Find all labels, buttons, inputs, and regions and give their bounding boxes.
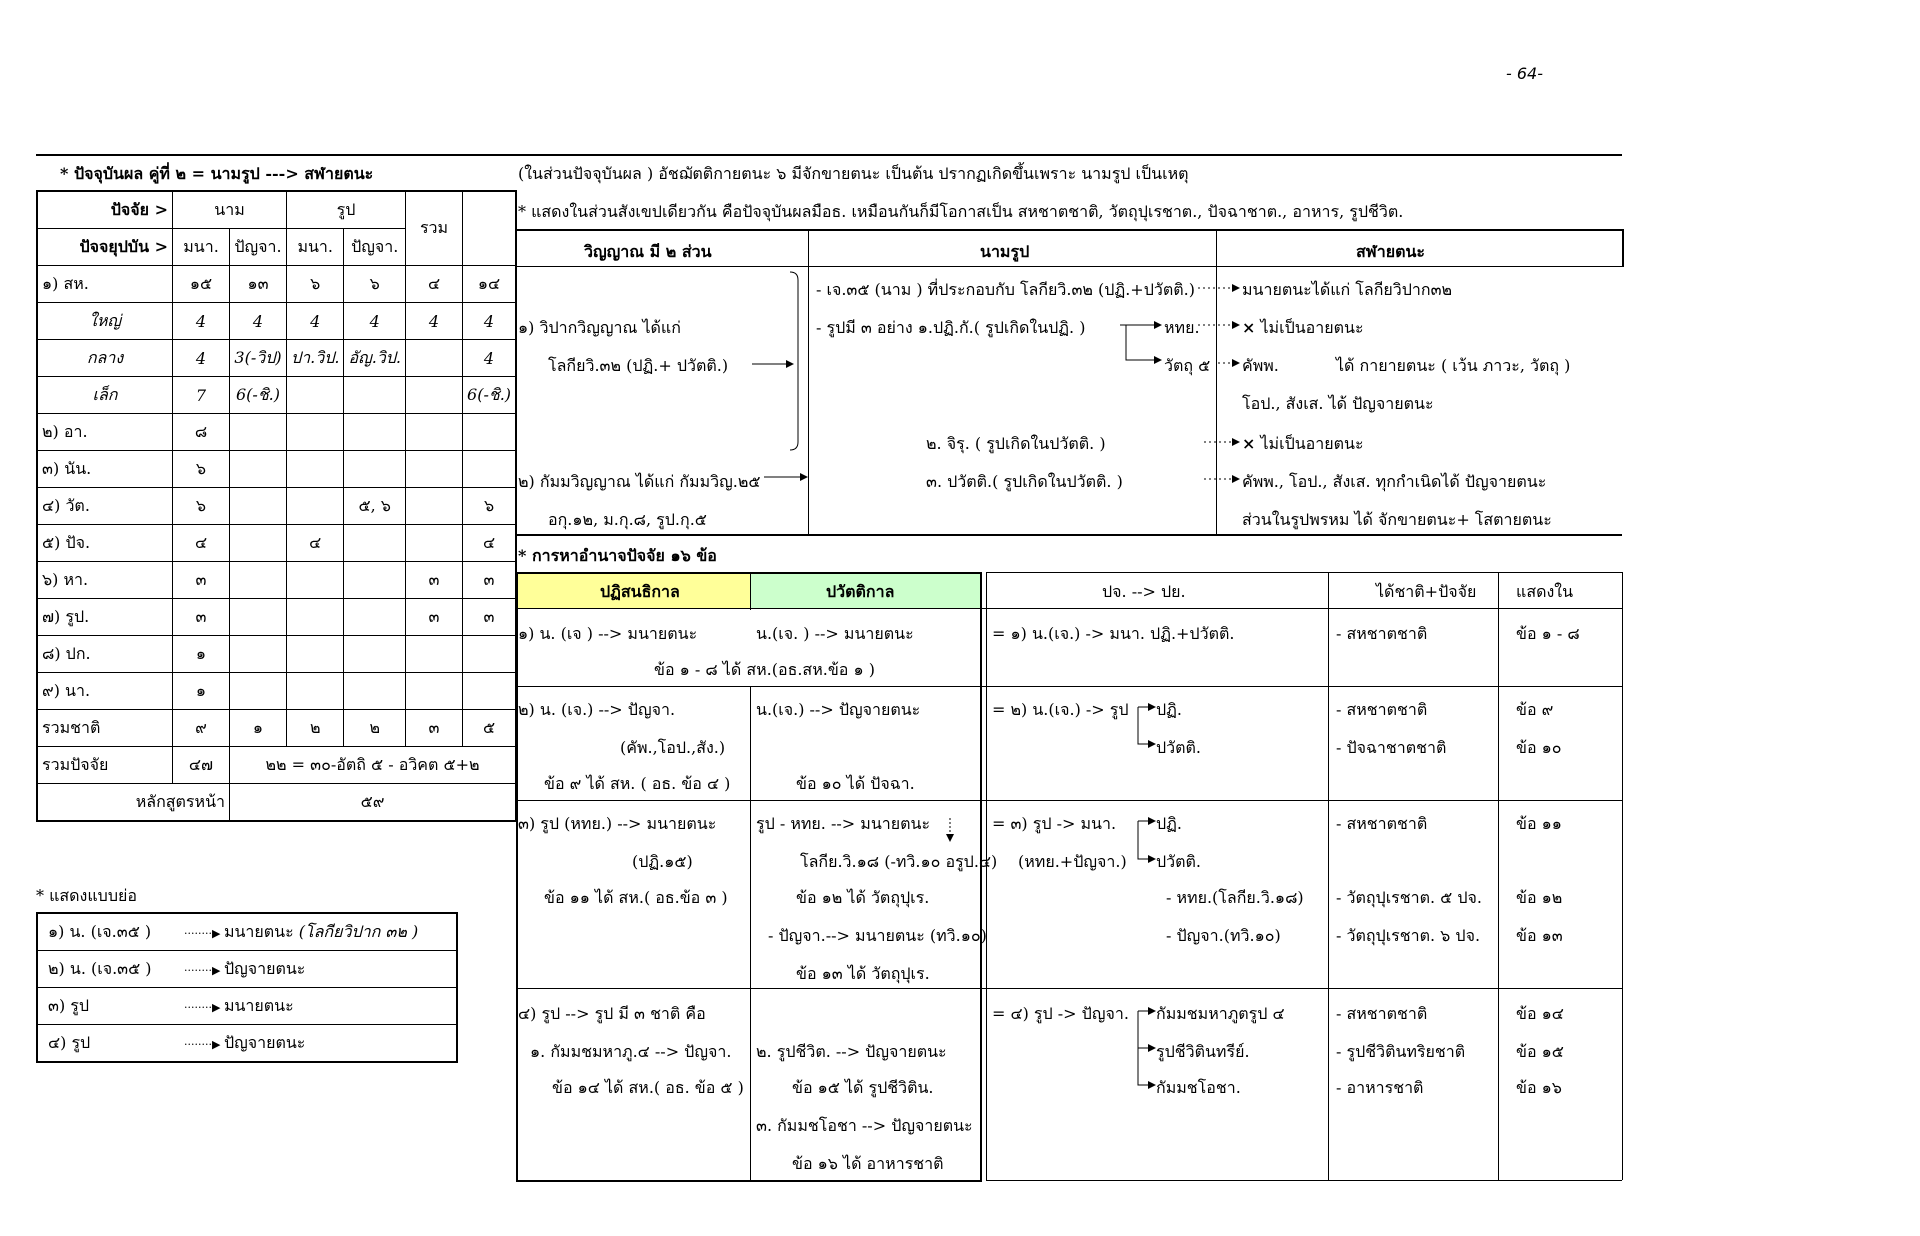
table-cell: 4: [463, 303, 517, 340]
dotted-arrow-icon: ········▶: [184, 1037, 224, 1051]
page-ref-label: หลักสูตรหน้า: [37, 784, 230, 822]
page-ref-value: ๕๙: [230, 784, 517, 822]
t2-text: ปฏิ.: [1156, 700, 1182, 719]
table-cell: ๖: [173, 451, 230, 488]
table-cell: ๓: [463, 599, 517, 636]
table-cell: ๓: [406, 599, 463, 636]
t1-text: คัพพ.: [1242, 356, 1279, 375]
t1-text: - เจ.๓๕ (นาม ) ที่ประกอบกับ โลกียวิ.๓๒ (ปฏิ.+ปวัตติ.): [816, 280, 1195, 299]
summary-target: มนายตนะ: [223, 995, 294, 1015]
table-cell: 4: [173, 303, 230, 340]
table-cell: ๗) รูป.: [37, 599, 173, 636]
t2-text: = ๑) น.(เจ.) -> มนา. ปฏิ.+ปวัตติ.: [992, 624, 1235, 643]
t2-header-4: ได้ชาติ+ปัจจัย: [1376, 582, 1477, 601]
t2-text: - ปัญจา.(ทวิ.๑๐): [1166, 926, 1281, 945]
table-cell: ๑: [230, 710, 287, 747]
header-rupa: รูป: [287, 191, 406, 229]
total-label: รวมปัจจัย: [37, 747, 173, 784]
t2-text: ๑) น. (เจ ) --> มนายตนะ: [518, 624, 698, 643]
t2-text: ข้อ ๑ - ๘: [1516, 624, 1580, 643]
subheader-cell: มนา.: [173, 229, 230, 266]
t1-text: - รูปมี ๓ อย่าง ๑.ปฏิ.กั.( รูปเกิดในปฏิ. ): [816, 318, 1086, 337]
header-total: รวม: [406, 191, 463, 266]
t1-text: โลกียวิ.๓๒ (ปฏิ.+ ปวัตติ.): [548, 356, 729, 375]
x-mark: ×: [1242, 434, 1256, 453]
t1-text: ไม่เป็นอายตนะ: [1260, 318, 1364, 337]
t2-text: ๔) รูป --> รูป มี ๓ ชาติ คือ: [518, 1004, 706, 1023]
t2-text: ข้อ ๑๕ ได้ รูปชีวิติน.: [792, 1078, 934, 1097]
table-cell: กลาง: [37, 340, 173, 377]
t2-text: (ปฏิ.๑๕): [632, 852, 693, 871]
t1-text: ๓. ปวัตติ.( รูปเกิดในปวัตติ. ): [926, 472, 1123, 491]
x-mark: ×: [1242, 318, 1256, 337]
table-cell: ๔: [463, 525, 517, 562]
t2-text: ข้อ ๑๔: [1516, 1004, 1564, 1023]
table-cell: ๖: [344, 266, 406, 303]
table-cell: ๘) ปก.: [37, 636, 173, 673]
t2-text: - หทย.(โลกีย.วิ.๑๘): [1166, 888, 1304, 907]
table-cell: ๖: [173, 488, 230, 525]
summary-note: (โลกียวิปาก ๓๒ ): [293, 921, 419, 941]
t2-text: ข้อ ๑๖ ได้ อาหารชาติ: [792, 1154, 944, 1173]
t2-header-2: ปวัตติกาล: [826, 582, 895, 601]
t1-header-2: นามรูป: [980, 242, 1030, 261]
t2-text: ข้อ ๑๒ ได้ วัตถุปุเร.: [796, 888, 930, 907]
t2-text: ข้อ ๙ ได้ สห. ( อธ. ข้อ ๔ ): [544, 774, 731, 793]
table-cell: ๑๔: [463, 266, 517, 303]
table-cell: ๔) วัต.: [37, 488, 173, 525]
t2-text: ปวัตติ.: [1156, 738, 1202, 757]
dotted-arrow-icon: ········▶: [184, 926, 224, 940]
summary-source: ๒) น. (เจ.๓๕ ): [48, 958, 152, 978]
t2-text: รูป - หทย. --> มนายตนะ: [756, 814, 931, 833]
table-cell: ๘: [173, 414, 230, 451]
t1-text: หทย.: [1164, 318, 1200, 337]
table-cell: ๔: [287, 525, 344, 562]
t1-text: คัพพ., โอป., สังเส. ทุกกำเนิดได้ ปัญจายตนะ: [1242, 472, 1547, 491]
t1-header-1: วิญญาณ มี ๒ ส่วน: [584, 242, 712, 261]
table-cell: ๔: [406, 266, 463, 303]
t2-header-5: แสดงใน: [1516, 582, 1574, 601]
t2-text: = ๓) รูป -> มนา.: [992, 814, 1117, 833]
t2-text: ๓. กัมมชโอชา --> ปัญจายตนะ: [756, 1116, 973, 1135]
t1-text: ไม่เป็นอายตนะ: [1260, 434, 1364, 453]
header-nama: นาม: [173, 191, 287, 229]
summary-target: มนายตนะ: [223, 921, 294, 941]
table-cell: ๑๓: [230, 266, 287, 303]
t2-text: - สหชาตชาติ: [1336, 1004, 1428, 1023]
total-formula: ๒๒ = ๓๐-อัตถิ ๕ - อวิคต ๕+๒: [230, 747, 517, 784]
t2-text: ปวัตติ.: [1156, 852, 1202, 871]
intro-line-1: (ในส่วนปัจจุบันผล ) อัชฌัตติกายตนะ ๖ มีจักขายตนะ เป็นต้น ปรากฏเกิดขึ้นเพราะ นามรูป เป็นเหตุ: [518, 164, 1189, 183]
t1-text: ๒. จิรุ. ( รูปเกิดในปวัตติ. ): [926, 434, 1106, 453]
t2-text: - รูปชีวิตินทริยชาติ: [1336, 1042, 1466, 1061]
t2-text: - อาหารชาติ: [1336, 1078, 1424, 1097]
t2-text: ๒. รูปชีวิต. --> ปัญจายตนะ: [756, 1042, 947, 1061]
t2-text: ปฏิ.: [1156, 814, 1182, 833]
summary-title: * แสดงแบบย่อ: [36, 886, 137, 905]
t2-text: ข้อ ๑๑: [1516, 814, 1562, 833]
t2-text: - วัตถุปุเรชาต. ๕ ปจ.: [1336, 888, 1482, 907]
t2-text: ๒) น. (เจ.) --> ปัญจา.: [518, 700, 676, 719]
table-cell: ใหญ่: [37, 303, 173, 340]
t2-text: (คัพ.,โอป.,สัง.): [620, 738, 726, 757]
table-cell: 4: [344, 303, 406, 340]
total-n: ๔๗: [173, 747, 230, 784]
t2-text: ข้อ ๑๒: [1516, 888, 1563, 907]
table-cell: ๔: [173, 525, 230, 562]
t2-text: ข้อ ๑๖: [1516, 1078, 1562, 1097]
t2-text: - วัตถุปุเรชาต. ๖ ปจ.: [1336, 926, 1481, 945]
t1-text: ๒) กัมมวิญญาณ ได้แก่ กัมมวิญ.๒๕: [518, 472, 761, 491]
t2-text: = ๔) รูป -> ปัญจา.: [992, 1004, 1129, 1023]
table-cell: ๑: [173, 673, 230, 710]
table-cell: ๕, ๖: [344, 488, 406, 525]
t2-text: ข้อ ๑๑ ได้ สห.( อธ.ข้อ ๓ ): [544, 888, 728, 907]
left-title: * ปัจจุบันผล คู่ที่ ๒ = นามรูป ---> สฬายตนะ: [60, 164, 374, 183]
summary-source: ๔) รูป: [48, 1032, 91, 1052]
table-cell: ๓: [406, 562, 463, 599]
table-cell: ๓: [406, 710, 463, 747]
table-cell: 3(-วิป): [230, 340, 287, 377]
t2-text: น.(เจ. ) --> มนายตนะ: [756, 624, 914, 643]
t2-text: ข้อ ๑ - ๘ ได้ สห.(อธ.สห.ข้อ ๑ ): [654, 660, 875, 679]
t1-text: มนายตนะได้แก่ โลกียวิปาก๓๒: [1242, 280, 1453, 299]
table-cell: 4: [230, 303, 287, 340]
t2-text: ข้อ ๑๐ ได้ ปัจฉา.: [796, 774, 915, 793]
summary-target: ปัญจายตนะ: [223, 1032, 306, 1052]
t1-text: วัตถุ ๕: [1164, 356, 1211, 375]
table-cell: ๒) อา.: [37, 414, 173, 451]
t1-text: ๑) วิปากวิญญาณ ได้แก่: [518, 318, 681, 337]
t1-header-3: สฬายตนะ: [1356, 242, 1425, 261]
t2-text: ข้อ ๑๓ ได้ วัตถุปุเร.: [796, 964, 930, 983]
table-cell: ๓) นัน.: [37, 451, 173, 488]
t2-text: กัมมชโอชา.: [1156, 1078, 1241, 1097]
summary-source: ๑) น. (เจ.๓๕ ): [48, 921, 152, 941]
table-cell: เล็ก: [37, 377, 173, 414]
t1-text: โอป., สังเส. ได้ ปัญจายตนะ: [1242, 394, 1434, 413]
table-cell: ๑๕: [173, 266, 230, 303]
intro-line-2: * แสดงในส่วนสังเขปเดียวกัน คือปัจจุบันผลมือธ. เหมือนกันก็มีโอกาสเป็น สหชาตชาติ, วัตถุปุเรชาต., ปัจฉาชาต., อาหาร, รูปชีวิต.: [518, 202, 1404, 221]
t2-text: (หทย.+ปัญจา.): [1018, 852, 1127, 871]
header-factor: ปัจจัย >: [37, 191, 173, 229]
dotted-arrow-icon: ········▶: [184, 963, 224, 977]
table-cell: อัญ.วิป.: [344, 340, 406, 377]
table-cell: 4: [287, 303, 344, 340]
table-cell: 4: [173, 340, 230, 377]
table-cell: ๕) ปัจ.: [37, 525, 173, 562]
summary-source: ๓) รูป: [48, 995, 90, 1015]
t2-text: ข้อ ๑๕: [1516, 1042, 1564, 1061]
table-cell: ๖: [287, 266, 344, 303]
table-cell: ๓: [463, 562, 517, 599]
t2-text: ข้อ ๑๐: [1516, 738, 1562, 757]
t2-text: ๓) รูป (หทย.) --> มนายตนะ: [518, 814, 717, 833]
t2-text: - สหชาตชาติ: [1336, 624, 1428, 643]
table-cell: ๖) หา.: [37, 562, 173, 599]
t2-text: โลกีย.วิ.๑๘ (-ทวิ.๑๐ อรูป.๔): [800, 852, 998, 871]
header-present: ปัจจยุปบัน >: [37, 229, 173, 266]
table-cell: ๒: [344, 710, 406, 747]
t2-text: - ปัญจา.--> มนายตนะ (ทวิ.๑๐): [768, 926, 987, 945]
t2-text: ข้อ ๑๔ ได้ สห.( อธ. ข้อ ๕ ): [552, 1078, 744, 1097]
table-cell: ๒: [287, 710, 344, 747]
table-cell: 7: [173, 377, 230, 414]
table-cell: ๓: [173, 562, 230, 599]
table-cell: ปา.วิป.: [287, 340, 344, 377]
table-cell: ๙: [173, 710, 230, 747]
dotted-arrow-icon: ········▶: [184, 1000, 224, 1014]
t1-text: ส่วนในรูปพรหม ได้ จักขายตนะ+ โสตายตนะ: [1242, 510, 1552, 529]
t2-text: ข้อ ๑๓: [1516, 926, 1563, 945]
table-cell: 4: [406, 303, 463, 340]
table-cell: 4: [463, 340, 517, 377]
table-cell: ๙) นา.: [37, 673, 173, 710]
t2-text: น.(เจ.) --> ปัญจายตนะ: [756, 700, 921, 719]
t2-text: ข้อ ๙: [1516, 700, 1554, 719]
table-cell: รวมชาติ: [37, 710, 173, 747]
t2-text: - สหชาตชาติ: [1336, 700, 1428, 719]
t2-title: * การหาอำนาจปัจจัย ๑๖ ข้อ: [518, 546, 717, 565]
t1-text: อกุ.๑๒, ม.กุ.๘, รูป.กุ.๕: [548, 510, 707, 529]
t2-text: กัมมชมหาภูตรูป ๔: [1156, 1004, 1285, 1023]
t1-text: ได้ กายายตนะ ( เว้น ภาวะ, วัตถุ ): [1336, 356, 1571, 375]
t2-text: - ปัจฉาชาตชาติ: [1336, 738, 1447, 757]
table-cell: ๕: [463, 710, 517, 747]
t2-text: ๑. กัมมชมหาภู.๔ --> ปัญจา.: [530, 1042, 732, 1061]
t2-text: = ๒) น.(เจ.) -> รูป: [992, 700, 1129, 719]
table-cell: 6(-ชิ.): [230, 377, 287, 414]
summary-target: ปัญจายตนะ: [223, 958, 306, 978]
t2-header-3: ปจ. --> ปย.: [1102, 582, 1186, 601]
table-cell: ๑: [173, 636, 230, 673]
subheader-cell: ปัญจา.: [344, 229, 406, 266]
t2-header-1: ปฏิสนธิกาล: [600, 582, 680, 601]
table-cell: ๖: [463, 488, 517, 525]
table-cell: 6(-ชิ.): [463, 377, 517, 414]
subheader-cell: มนา.: [287, 229, 344, 266]
table-cell: ๓: [173, 599, 230, 636]
page-number: - 64-: [1506, 64, 1543, 83]
t2-text: - สหชาตชาติ: [1336, 814, 1428, 833]
table-cell: ๑) สห.: [37, 266, 173, 303]
t2-text: รูปชีวิตินทรีย์.: [1156, 1042, 1250, 1061]
subheader-cell: ปัญจา.: [230, 229, 287, 266]
